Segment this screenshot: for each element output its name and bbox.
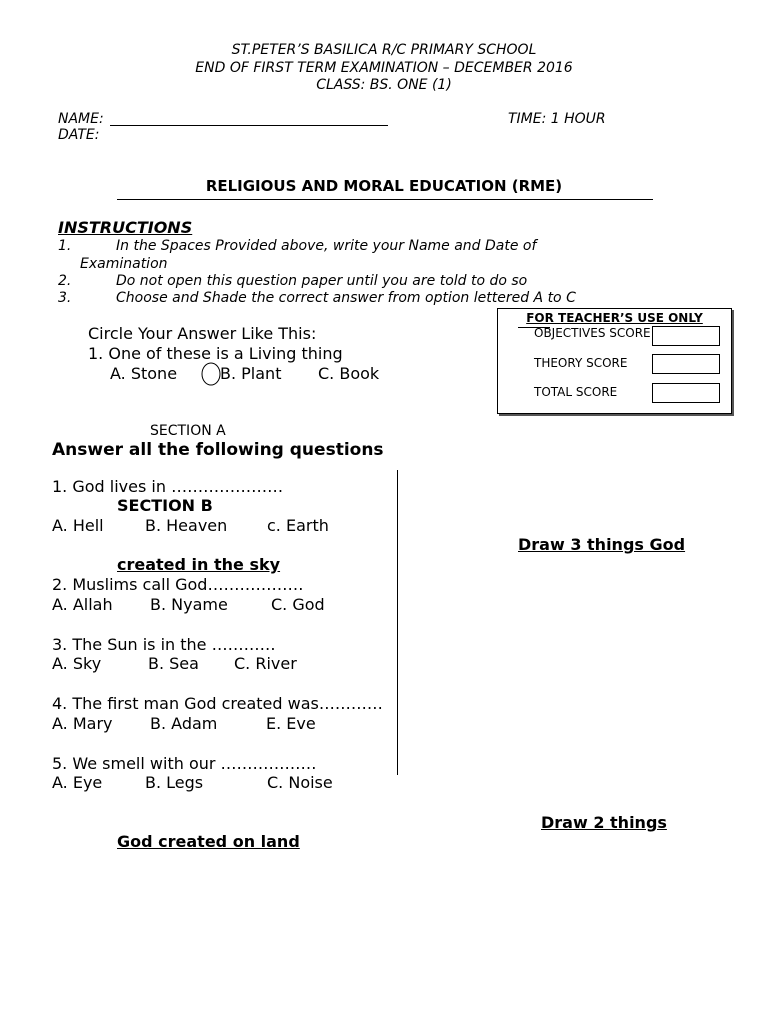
instruction-1-text: In the Spaces Provided above, write your Name and Date of xyxy=(116,238,537,254)
q3-option-b: B. Sea xyxy=(148,654,199,673)
draw-land-heading-cont: God created on land xyxy=(117,832,300,851)
question-4: 4. The first man God created was………… xyxy=(52,694,383,713)
question-2: 2. Muslims call God……………… xyxy=(52,575,304,594)
q1-option-a: A. Hell xyxy=(52,516,104,535)
class-label: CLASS: BS. ONE (1) xyxy=(316,77,452,93)
instruction-3-text: Choose and Shade the correct answer from option lettered A to C xyxy=(116,290,576,306)
q1-option-c: c. Earth xyxy=(267,516,329,535)
name-label: NAME: xyxy=(58,111,104,127)
objectives-score-field[interactable] xyxy=(652,326,720,346)
school-name: ST.PETER’S BASILICA R/C PRIMARY SCHOOL xyxy=(231,42,537,58)
column-divider xyxy=(397,470,398,775)
circle-example-icon xyxy=(200,361,222,387)
q4-option-b: B. Adam xyxy=(150,714,218,733)
name-line xyxy=(110,125,388,126)
q1-option-b: B. Heaven xyxy=(145,516,228,535)
example-option-a: A. Stone xyxy=(110,364,178,383)
example-option-c: C. Book xyxy=(318,364,380,383)
example-question: 1. One of these is a Living thing xyxy=(88,344,343,363)
draw-sky-heading-cont: created in the sky xyxy=(117,555,281,574)
section-b-label: SECTION B xyxy=(117,496,213,515)
instructions-heading: INSTRUCTIONS xyxy=(58,218,193,237)
q2-option-a: A. Allah xyxy=(52,595,113,614)
q2-option-b: B. Nyame xyxy=(150,595,228,614)
date-label: DATE: xyxy=(58,127,100,143)
question-1: 1. God lives in ………………… xyxy=(52,477,284,496)
q4-option-c: E. Eve xyxy=(266,714,316,733)
instruction-2-text: Do not open this question paper until you are told to do so xyxy=(116,273,528,289)
theory-score-field[interactable] xyxy=(652,354,720,374)
draw-sky-heading: Draw 3 things God xyxy=(518,535,686,554)
total-score-label: TOTAL SCORE xyxy=(534,385,618,399)
title-rule xyxy=(117,199,653,200)
section-a-label: SECTION A xyxy=(150,423,226,439)
example-title: Circle Your Answer Like This: xyxy=(88,324,317,343)
q5-option-b: B. Legs xyxy=(145,773,204,792)
time-label: TIME: 1 HOUR xyxy=(508,111,606,127)
instruction-1-num: 1. xyxy=(58,238,72,254)
total-score-field[interactable] xyxy=(652,383,720,403)
question-5: 5. We smell with our ……………… xyxy=(52,754,317,773)
instruction-1-cont: Examination xyxy=(80,256,168,272)
teacher-use-box xyxy=(497,308,732,414)
q5-option-c: C. Noise xyxy=(267,773,333,792)
q5-option-a: A. Eye xyxy=(52,773,103,792)
q3-option-a: A. Sky xyxy=(52,654,102,673)
q2-option-c: C. God xyxy=(271,595,325,614)
q4-option-a: A. Mary xyxy=(52,714,113,733)
example-option-b: B. Plant xyxy=(220,364,282,383)
theory-score-label: THEORY SCORE xyxy=(534,356,628,370)
section-a-instruction: Answer all the following questions xyxy=(52,440,384,460)
draw-land-heading: Draw 2 things xyxy=(541,813,667,832)
instruction-3-num: 3. xyxy=(58,290,72,306)
teacher-box-title: FOR TEACHER’S USE ONLY xyxy=(526,311,703,325)
objectives-score-label: OBJECTIVES SCORE xyxy=(534,326,651,340)
question-3: 3. The Sun is in the ………… xyxy=(52,635,276,654)
exam-title: END OF FIRST TERM EXAMINATION – DECEMBER 2016 xyxy=(195,60,573,76)
instruction-2-num: 2. xyxy=(58,273,72,289)
subject-title: RELIGIOUS AND MORAL EDUCATION (RME) xyxy=(205,177,563,195)
q3-option-c: C. River xyxy=(234,654,297,673)
